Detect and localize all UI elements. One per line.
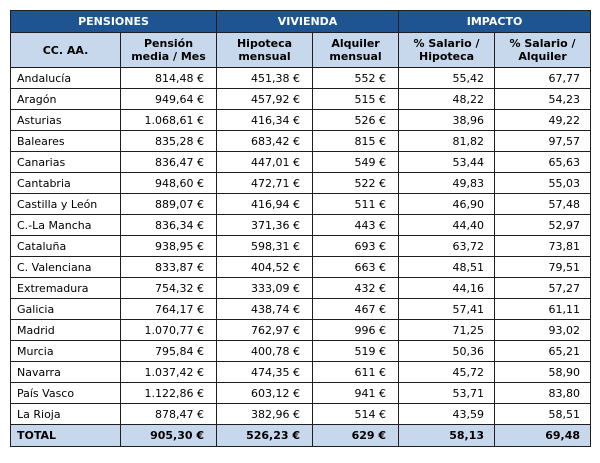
table-row [11,383,591,404]
cell-pct-alquiler: 79,51 [495,257,591,278]
cell-hipoteca: 762,97 € [217,320,313,341]
table-row [11,341,591,362]
cell-hipoteca: 371,36 € [217,215,313,236]
cell-region: Aragón [11,89,121,110]
cell-alquiler: 663 € [313,257,399,278]
cell-pct-alquiler: 57,27 [495,278,591,299]
cell-pct-hipoteca: 38,96 [399,110,495,131]
col-pct-alquiler: % Salario / Alquiler [495,33,591,68]
cell-pension: 795,84 € [121,341,217,362]
total-pct-hipoteca: 58,13 [399,425,495,447]
table-row [11,278,591,299]
table-row [11,89,591,110]
cell-alquiler: 552 € [313,68,399,89]
cell-region: Asturias [11,110,121,131]
cell-pension: 889,07 € [121,194,217,215]
cell-pct-alquiler: 97,57 [495,131,591,152]
cell-pct-hipoteca: 55,42 [399,68,495,89]
group-impacto: IMPACTO [399,11,591,33]
cell-hipoteca: 438,74 € [217,299,313,320]
total-pct-alquiler: 69,48 [495,425,591,447]
cell-pct-alquiler: 65,21 [495,341,591,362]
cell-pension: 1.068,61 € [121,110,217,131]
cell-hipoteca: 472,71 € [217,173,313,194]
cell-pct-alquiler: 57,48 [495,194,591,215]
cell-pension: 1.070,77 € [121,320,217,341]
cell-region: Navarra [11,362,121,383]
cell-pct-alquiler: 52,97 [495,215,591,236]
cell-pension: 764,17 € [121,299,217,320]
table-row [11,257,591,278]
cell-hipoteca: 457,92 € [217,89,313,110]
cell-region: País Vasco [11,383,121,404]
total-row [11,425,591,447]
cell-hipoteca: 683,42 € [217,131,313,152]
cell-hipoteca: 333,09 € [217,278,313,299]
cell-pct-alquiler: 93,02 [495,320,591,341]
cell-alquiler: 467 € [313,299,399,320]
col-hipoteca: Hipoteca mensual [217,33,313,68]
cell-pct-alquiler: 61,11 [495,299,591,320]
cell-pct-hipoteca: 43,59 [399,404,495,425]
table-row [11,362,591,383]
table-row [11,320,591,341]
cell-pct-alquiler: 54,23 [495,89,591,110]
cell-hipoteca: 451,38 € [217,68,313,89]
cell-hipoteca: 382,96 € [217,404,313,425]
cell-pension: 949,64 € [121,89,217,110]
cell-region: Cantabria [11,173,121,194]
cell-hipoteca: 598,31 € [217,236,313,257]
cell-pension: 938,95 € [121,236,217,257]
cell-alquiler: 693 € [313,236,399,257]
cell-pct-alquiler: 65,63 [495,152,591,173]
cell-alquiler: 511 € [313,194,399,215]
cell-pension: 878,47 € [121,404,217,425]
cell-region: Cataluña [11,236,121,257]
table-body [11,68,591,425]
cell-alquiler: 514 € [313,404,399,425]
group-vivienda: VIVIENDA [217,11,399,33]
group-pensiones: PENSIONES [11,11,217,33]
col-pct-hipoteca: % Salario / Hipoteca [399,33,495,68]
cell-alquiler: 996 € [313,320,399,341]
cell-region: Galicia [11,299,121,320]
cell-hipoteca: 404,52 € [217,257,313,278]
cell-pension: 836,47 € [121,152,217,173]
cell-pension: 1.122,86 € [121,383,217,404]
cell-region: Baleares [11,131,121,152]
cell-pct-alquiler: 49,22 [495,110,591,131]
cell-pct-hipoteca: 53,44 [399,152,495,173]
cell-pct-hipoteca: 71,25 [399,320,495,341]
total-hipoteca: 526,23 € [217,425,313,447]
cell-pension: 948,60 € [121,173,217,194]
cell-region: C.-La Mancha [11,215,121,236]
table-row [11,404,591,425]
table-row [11,152,591,173]
cell-region: Murcia [11,341,121,362]
cell-pct-alquiler: 55,03 [495,173,591,194]
total-alquiler: 629 € [313,425,399,447]
cell-hipoteca: 603,12 € [217,383,313,404]
cell-region: Extremadura [11,278,121,299]
cell-pct-hipoteca: 53,71 [399,383,495,404]
cell-pension: 1.037,42 € [121,362,217,383]
col-region: CC. AA. [11,33,121,68]
total-label: TOTAL [11,425,121,447]
cell-hipoteca: 474,35 € [217,362,313,383]
cell-pct-hipoteca: 81,82 [399,131,495,152]
col-alquiler: Alquiler mensual [313,33,399,68]
cell-region: Canarias [11,152,121,173]
cell-region: La Rioja [11,404,121,425]
cell-pct-hipoteca: 46,90 [399,194,495,215]
cell-region: Andalucía [11,68,121,89]
cell-region: Castilla y León [11,194,121,215]
cell-pct-alquiler: 73,81 [495,236,591,257]
cell-pct-alquiler: 58,90 [495,362,591,383]
pension-housing-table [10,10,591,447]
table-row [11,215,591,236]
cell-pension: 833,87 € [121,257,217,278]
cell-alquiler: 432 € [313,278,399,299]
cell-alquiler: 443 € [313,215,399,236]
cell-pension: 835,28 € [121,131,217,152]
table-row [11,299,591,320]
cell-hipoteca: 416,34 € [217,110,313,131]
cell-pct-alquiler: 67,77 [495,68,591,89]
cell-pension: 814,48 € [121,68,217,89]
table-row [11,110,591,131]
total-pension: 905,30 € [121,425,217,447]
cell-hipoteca: 447,01 € [217,152,313,173]
pension-housing-table-container [10,10,590,447]
cell-region: Madrid [11,320,121,341]
cell-alquiler: 515 € [313,89,399,110]
cell-pct-hipoteca: 57,41 [399,299,495,320]
cell-pct-alquiler: 83,80 [495,383,591,404]
cell-alquiler: 941 € [313,383,399,404]
cell-alquiler: 519 € [313,341,399,362]
table-row [11,236,591,257]
table-row [11,68,591,89]
cell-region: C. Valenciana [11,257,121,278]
cell-pct-hipoteca: 45,72 [399,362,495,383]
cell-alquiler: 526 € [313,110,399,131]
cell-alquiler: 611 € [313,362,399,383]
cell-pension: 754,32 € [121,278,217,299]
cell-pct-hipoteca: 44,16 [399,278,495,299]
cell-alquiler: 549 € [313,152,399,173]
cell-pct-hipoteca: 63,72 [399,236,495,257]
table-row [11,131,591,152]
cell-pct-hipoteca: 44,40 [399,215,495,236]
cell-pension: 836,34 € [121,215,217,236]
table-row [11,173,591,194]
cell-pct-hipoteca: 48,51 [399,257,495,278]
cell-pct-hipoteca: 50,36 [399,341,495,362]
cell-pct-alquiler: 58,51 [495,404,591,425]
group-header-row [11,11,591,33]
col-pension: Pensión media / Mes [121,33,217,68]
cell-hipoteca: 400,78 € [217,341,313,362]
cell-pct-hipoteca: 48,22 [399,89,495,110]
cell-hipoteca: 416,94 € [217,194,313,215]
cell-pct-hipoteca: 49,83 [399,173,495,194]
table-row [11,194,591,215]
cell-alquiler: 522 € [313,173,399,194]
cell-alquiler: 815 € [313,131,399,152]
column-header-row [11,33,591,68]
